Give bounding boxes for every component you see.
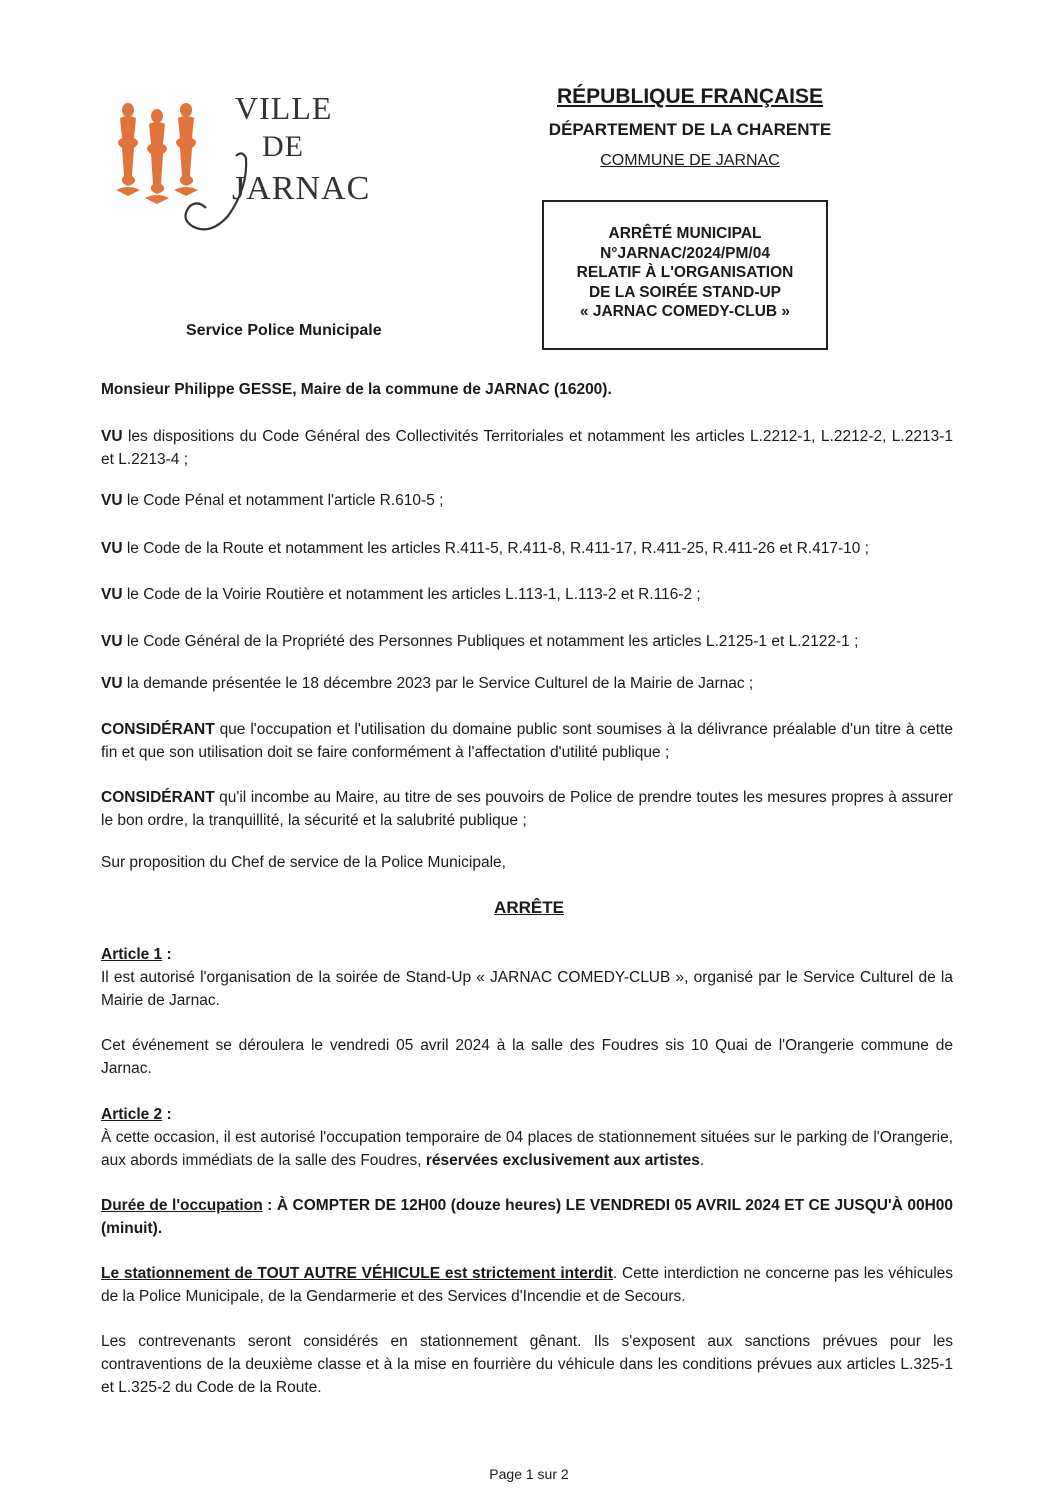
considerant-paragraph: [101, 786, 953, 832]
considerant-text: que l'occupation et l'utilisation du domaine public sont soumises à la délivrance préalable d'un titre à cette fin et que son utilisation doit se faire conformément à l'affectation d'utilité publique ;: [101, 721, 953, 761]
arrete-heading: ARRÊTE: [494, 898, 564, 917]
vu-text: les dispositions du Code Général des Collectivités Territoriales et notamment les articles L.2212-1, L.2212-2, L.2213-1 et L.2213-4 ;: [101, 428, 953, 468]
logo-word-ville: VILLE: [235, 90, 333, 126]
mayor-line: Monsieur Philippe GESSE, Maire de la commune de JARNAC (16200).: [101, 381, 612, 398]
commune-heading: COMMUNE DE JARNAC: [600, 152, 780, 169]
title-line: RELATIF À L'ORGANISATION: [576, 264, 794, 281]
contrevenants-paragraph: Les contrevenants seront considérés en stationnement gênant. Ils s'exposent aux sanctions prévues pour les contraventions de la deuxième classe et à la mise en fourrière du véhicule dans les conditions prévues aux articles L.325-1 et L.325-2 du Code de la Route.: [101, 1333, 953, 1396]
interdiction-bold: Le stationnement de TOUT AUTRE VÉHICULE est strictement interdit: [101, 1265, 613, 1282]
vu-paragraph: [101, 630, 953, 653]
ville-de-jarnac-logo: [112, 88, 382, 238]
vu-text: le Code de la Route et notamment les articles R.411-5, R.411-8, R.411-17, R.411-25, R.411-26 et R.417-10 ;: [122, 540, 869, 557]
duree-text: : À COMPTER DE 12H00 (douze heures) LE VENDREDI 05 AVRIL 2024 ET CE JUSQU'À 00H00 (minuit).: [101, 1197, 954, 1237]
title-line: DE LA SOIRÉE STAND-UP: [588, 283, 782, 301]
vu-paragraph: [101, 489, 953, 512]
title-line: « JARNAC COMEDY-CLUB »: [579, 303, 791, 320]
vu-keyword: VU: [101, 675, 123, 692]
considerant-keyword: CONSIDÉRANT: [101, 789, 215, 806]
article-1-text: Il est autorisé l'organisation de la soirée de Stand-Up « JARNAC COMEDY-CLUB », organisé par le Service Culturel de la Mairie de Jarnac.: [101, 969, 953, 1009]
vu-text: le Code Général de la Propriété des Personnes Publiques et notamment les articles L.2125-1 et L.2122-1 ;: [122, 633, 859, 650]
logo-word-de: DE: [262, 130, 304, 163]
vu-keyword: VU: [101, 540, 123, 557]
vu-keyword: VU: [101, 428, 123, 445]
logo-word-jarnac: JARNAC: [232, 170, 371, 207]
interdiction-text: . Cette interdiction ne concerne pas les véhicules de la Police Municipale, de la Gendarmerie et des Services d'Incendie et de Secours.: [101, 1265, 954, 1305]
vu-keyword: VU: [101, 633, 123, 650]
article-2: [101, 1103, 953, 1172]
arrete-title-box: [542, 200, 828, 350]
vu-keyword: VU: [101, 586, 123, 603]
interdiction-paragraph: [101, 1262, 953, 1308]
title-line: N°JARNAC/2024/PM/04: [600, 244, 770, 262]
vu-text: le Code Pénal et notamment l'article R.610-5 ;: [122, 492, 444, 509]
republique-heading: RÉPUBLIQUE FRANÇAISE: [556, 85, 824, 108]
title-line: ARRÊTÉ MUNICIPAL: [608, 225, 762, 242]
duree-paragraph: [101, 1194, 953, 1240]
departement-heading: DÉPARTEMENT DE LA CHARENTE: [548, 120, 832, 139]
proposition-line: Sur proposition du Chef de service de la Police Municipale,: [101, 854, 506, 871]
article-1-title: Article 1 :: [101, 946, 172, 963]
vu-paragraph: [101, 537, 953, 560]
considerant-paragraph: [101, 718, 953, 764]
vu-paragraph: [101, 583, 953, 606]
vu-paragraph: [101, 672, 953, 695]
vu-text: la demande présentée le 18 décembre 2023 par le Service Culturel de la Mairie de Jarnac ;: [122, 675, 754, 692]
article-2-text: À cette occasion, il est autorisé l'occupation temporaire de 04 places de stationnement situées sur le parking de l'Orangerie, aux abords immédiats de la salle des Foudres, réservées exclusivement aux artistes.: [101, 1129, 953, 1169]
service-label: Service Police Municipale: [186, 322, 382, 339]
page-number: Page 1 sur 2: [489, 1466, 569, 1482]
vu-text: le Code de la Voirie Routière et notamment les articles L.113-1, L.113-2 et R.116-2 ;: [122, 586, 701, 603]
vu-paragraph: [101, 425, 953, 471]
considerant-keyword: CONSIDÉRANT: [101, 721, 215, 738]
article-1-date: Cet événement se déroulera le vendredi 05 avril 2024 à la salle des Foudres sis 10 Quai de l'Orangerie commune de Jarnac.: [101, 1037, 953, 1077]
article-2-title: Article 2 :: [101, 1106, 172, 1123]
article-1: [101, 943, 953, 1012]
duree-label: Durée de l'occupation: [101, 1197, 263, 1214]
vu-keyword: VU: [101, 492, 123, 509]
considerant-text: qu'il incombe au Maire, au titre de ses pouvoirs de Police de prendre toutes les mesures propres à assurer le bon ordre, la tranquillité, la sécurité et la salubrité publique ;: [101, 789, 953, 829]
